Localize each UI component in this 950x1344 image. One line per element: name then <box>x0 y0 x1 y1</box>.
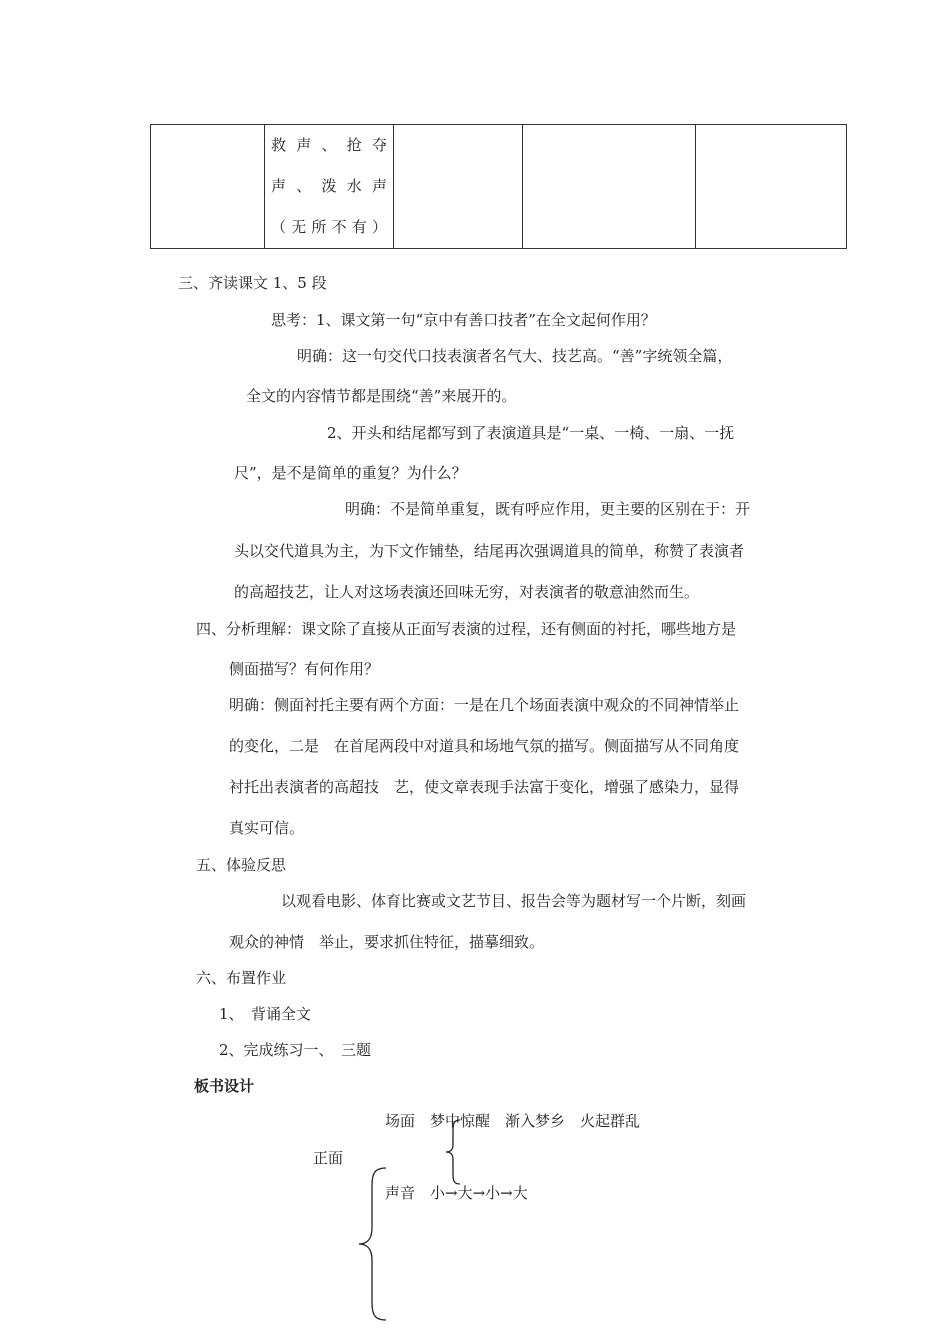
table-cell-sounds <box>265 125 394 249</box>
section-6-heading: 六、布置作业 <box>196 969 287 987</box>
board-row-scenes: 场面 梦中惊醒 渐入梦乡 火起群乱 <box>385 1112 641 1130</box>
section-4-line-2: 侧面描写？有何作用？ <box>229 660 380 678</box>
answer-1-line-1: 明确：这一句交代口技表演者名气大、技艺高。“善”字统领全篇， <box>297 347 733 365</box>
board-label-front: 正面 <box>313 1149 344 1167</box>
table-cell-empty-2 <box>394 125 523 249</box>
continuation-table <box>150 124 847 249</box>
section-4-line-5: 衬托出表演者的高超技 艺，使文章表现手法富于变化，增强了感染力，显得 <box>229 778 740 796</box>
section-4-line-4: 的变化，二是 在首尾两段中对道具和场地气氛的描写。侧面描写从不同角度 <box>229 737 740 755</box>
section-3-heading: 三、齐读课文 1、5 段 <box>178 274 327 292</box>
section-5-heading: 五、体验反思 <box>196 856 287 874</box>
table-cell-empty-1 <box>151 125 265 249</box>
small-brace <box>444 1118 464 1186</box>
answer-1-line-2: 全文的内容情节都是围绕“善”来展开的。 <box>246 387 517 405</box>
cell-line-1: 救声、抢夺 <box>271 136 387 154</box>
question-1: 思考：1、课文第一句“京中有善口技者”在全文起何作用？ <box>271 311 656 329</box>
answer-2-line-1: 明确：不是简单重复，既有呼应作用，更主要的区别在于：开 <box>345 500 751 518</box>
question-2-line-1: 2、开头和结尾都写到了表演道具是“一桌、一椅、一扇、一抚 <box>327 424 735 442</box>
question-2-line-2: 尺”，是不是简单的重复？为什么？ <box>234 464 467 482</box>
section-4-line-3: 明确：侧面衬托主要有两个方面：一是在几个场面表演中观众的不同神情举止 <box>229 696 740 714</box>
cell-line-3: （无所不有） <box>271 218 387 236</box>
large-brace <box>356 1166 390 1322</box>
section-4-line-6: 真实可信。 <box>229 819 305 837</box>
section-4-line-1: 四、分析理解：课文除了直接从正面写表演的过程，还有侧面的衬托，哪些地方是 <box>196 620 737 638</box>
answer-2-line-2: 头以交代道具为主，为下文作铺垫，结尾再次强调道具的简单，称赞了表演者 <box>234 542 745 560</box>
homework-item-2: 2、完成练习一、 三题 <box>219 1041 372 1059</box>
table-cell-empty-4 <box>696 125 847 249</box>
section-5-line-1: 以观看电影、体育比赛或文艺节目、报告会等为题材写一个片断，刻画 <box>281 892 747 910</box>
table-cell-empty-3 <box>523 125 696 249</box>
section-5-line-2: 观众的神情 举止，要求抓住特征，描摹细致。 <box>229 933 545 951</box>
board-row-sounds: 声音 小→大→小→大 <box>385 1184 528 1202</box>
answer-2-line-3: 的高超技艺，让人对这场表演还回味无穷，对表演者的敬意油然而生。 <box>234 583 700 601</box>
homework-item-1: 1、 背诵全文 <box>219 1005 312 1023</box>
cell-line-2: 声、泼水声 <box>271 177 387 195</box>
board-design-heading: 板书设计 <box>194 1077 255 1095</box>
